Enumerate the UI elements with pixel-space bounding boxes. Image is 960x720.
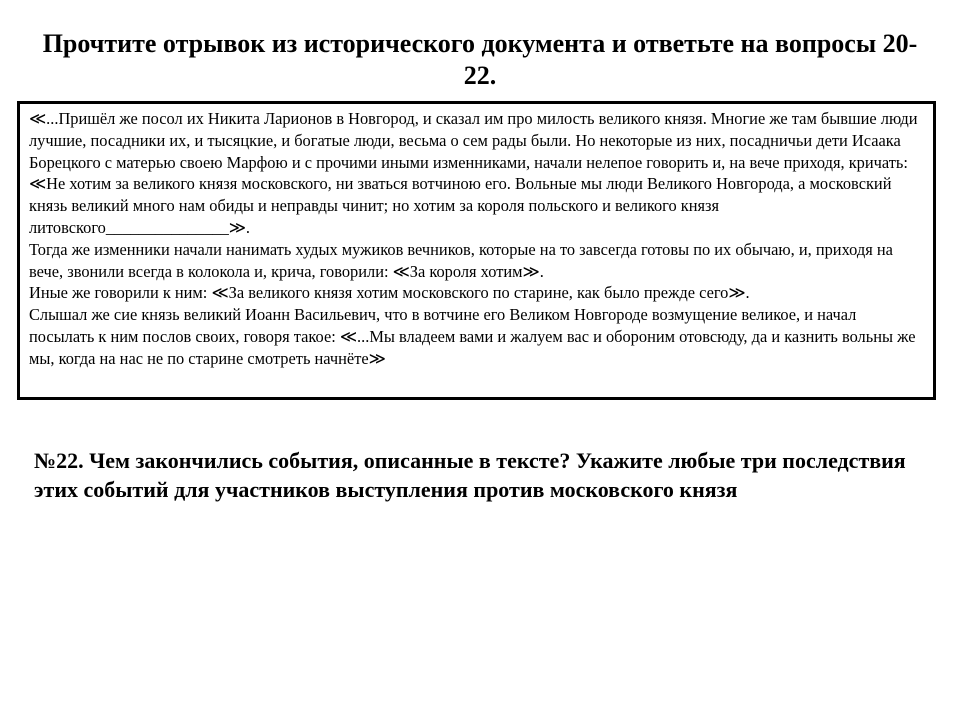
document-excerpt-box: [17, 101, 936, 400]
excerpt-paragraph: ≪...Пришёл же посол их Никита Ларионов в Новгород, и сказал им про милость великого князя. Многие же там бывшие люди лучшие, посадники их, и тысяцкие, и богатые люди, весьма о сем рады были. Но некоторые из них, посадничьи дети Исаака Борецкого с матерью своею Марфою и с прочими иными изменниками, начали нелепое говорить и, на вече приходя, кричать: ≪Не хотим за великого князя московского, ни зваться вотчиною его. Вольные мы люди Великого Новгорода, а московский князь великий много нам обиды и неправды чинит; но хотим за короля польского и великого князя литовского_______________≫.: [29, 109, 918, 237]
excerpt-paragraph: Иные же говорили к ним: ≪За великого князя хотим московского по старине, как было прежде сего≫.: [29, 283, 750, 303]
question-22: №22. Чем закончились события, описанные в тексте? Укажите любые три последствия этих событий для участников выступления против московского князя: [34, 448, 906, 502]
page-title: Прочтите отрывок из исторического документа и ответьте на вопросы 20-22.: [42, 29, 918, 90]
excerpt-paragraph: Слышал же сие князь великий Иоанн Васильевич, что в вотчине его Великом Новгороде возмущение великое, и начал посылать к ним послов своих, говоря такое: ≪...Мы владеем вами и жалуем вас и обороним отовсюду, да и казнить вольны же мы, когда на нас не по старине смотреть начнёте≫: [29, 305, 916, 368]
excerpt-paragraph: Тогда же изменники начали нанимать худых мужиков вечников, которые на то завсегда готовы по их обычаю, и, приходя на вече, звонили всегда в колокола и, крича, говорили: ≪За короля хотим≫.: [29, 239, 893, 281]
